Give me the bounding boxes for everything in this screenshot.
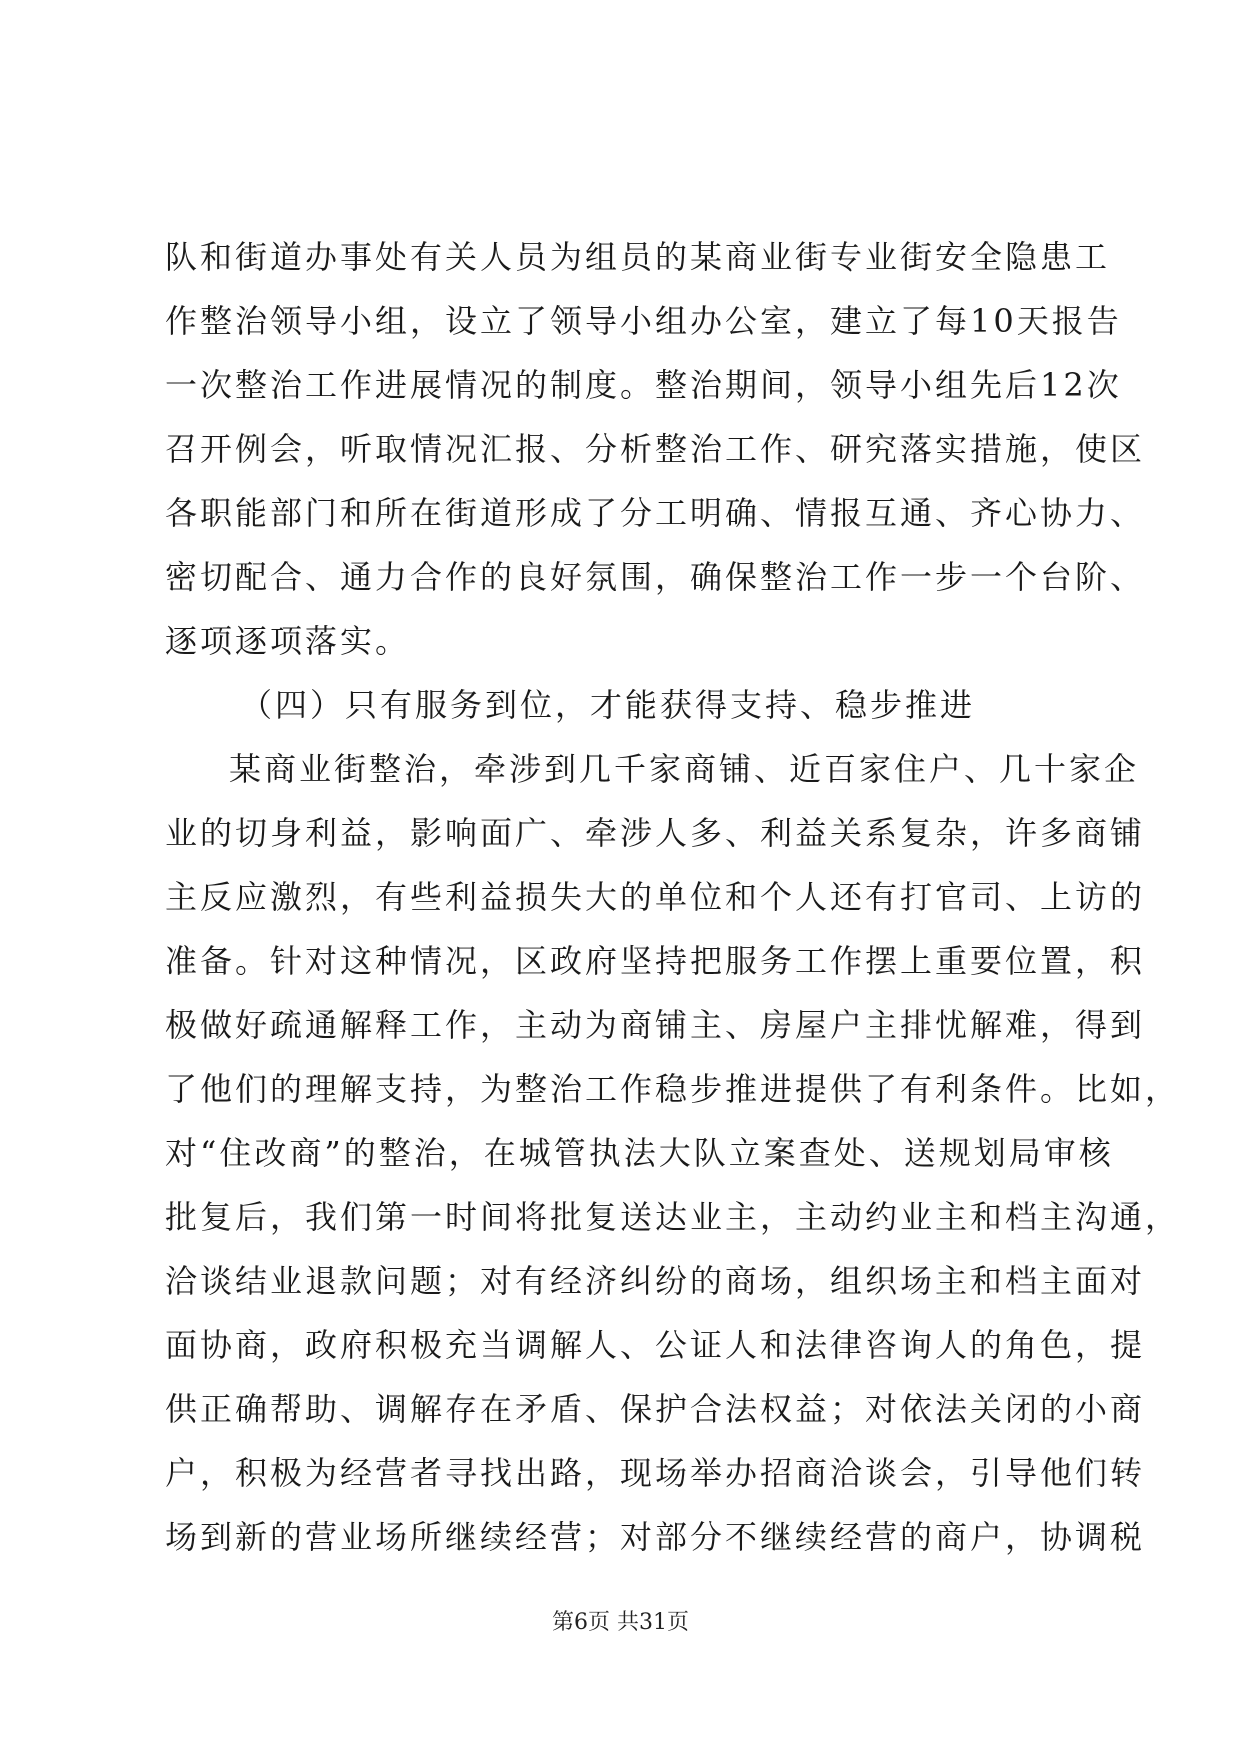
text-line: 户，积极为经营者寻找出路，现场举办招商洽谈会，引导他们转 bbox=[165, 1454, 1146, 1492]
section-heading: （四）只有服务到位，才能获得支持、稳步推进 bbox=[240, 686, 976, 724]
text-line: 洽谈结业退款问题；对有经济纠纷的商场，组织场主和档主面对 bbox=[165, 1262, 1146, 1300]
text-line: 极做好疏通解释工作，主动为商铺主、房屋户主排忧解难，得到 bbox=[165, 1006, 1146, 1044]
text-line: 密切配合、通力合作的良好氛围，确保整治工作一步一个台阶、 bbox=[165, 558, 1146, 596]
text-line: 作整治领导小组，设立了领导小组办公室，建立了每10天报告 bbox=[165, 302, 1122, 340]
text-line: 供正确帮助、调解存在矛盾、保护合法权益；对依法关闭的小商 bbox=[165, 1390, 1146, 1428]
text-line: 准备。针对这种情况，区政府坚持把服务工作摆上重要位置，积 bbox=[165, 942, 1146, 980]
page-number-footer: 第6页 共31页 bbox=[552, 1610, 689, 1635]
document-body bbox=[165, 225, 1181, 1569]
text-line: 面协商，政府积极充当调解人、公证人和法律咨询人的角色，提 bbox=[165, 1326, 1146, 1364]
text-line: 业的切身利益，影响面广、牵涉人多、利益关系复杂，许多商铺 bbox=[165, 814, 1146, 852]
text-line: 某商业街整治，牵涉到几千家商铺、近百家住户、几十家企 bbox=[229, 750, 1140, 788]
text-line: 一次整治工作进展情况的制度。整治期间，领导小组先后12次 bbox=[165, 366, 1122, 404]
text-line: 召开例会，听取情况汇报、分析整治工作、研究落实措施，使区 bbox=[165, 430, 1146, 468]
text-line: 队和街道办事处有关人员为组员的某商业街专业街安全隐患工 bbox=[165, 238, 1111, 276]
text-line: 对“住改商”的整治，在城管执法大队立案查处、送规划局审核 bbox=[165, 1134, 1114, 1172]
text-line: 场到新的营业场所继续经营；对部分不继续经营的商户，协调税 bbox=[165, 1518, 1146, 1556]
text-line: 了他们的理解支持，为整治工作稳步推进提供了有利条件。比如， bbox=[165, 1070, 1181, 1108]
text-line: 主反应激烈，有些利益损失大的单位和个人还有打官司、上访的 bbox=[165, 878, 1146, 916]
text-line: 批复后，我们第一时间将批复送达业主，主动约业主和档主沟通， bbox=[165, 1198, 1181, 1236]
text-line: 逐项逐项落实。 bbox=[165, 622, 411, 660]
text-line: 各职能部门和所在街道形成了分工明确、情报互通、齐心协力、 bbox=[165, 494, 1146, 532]
